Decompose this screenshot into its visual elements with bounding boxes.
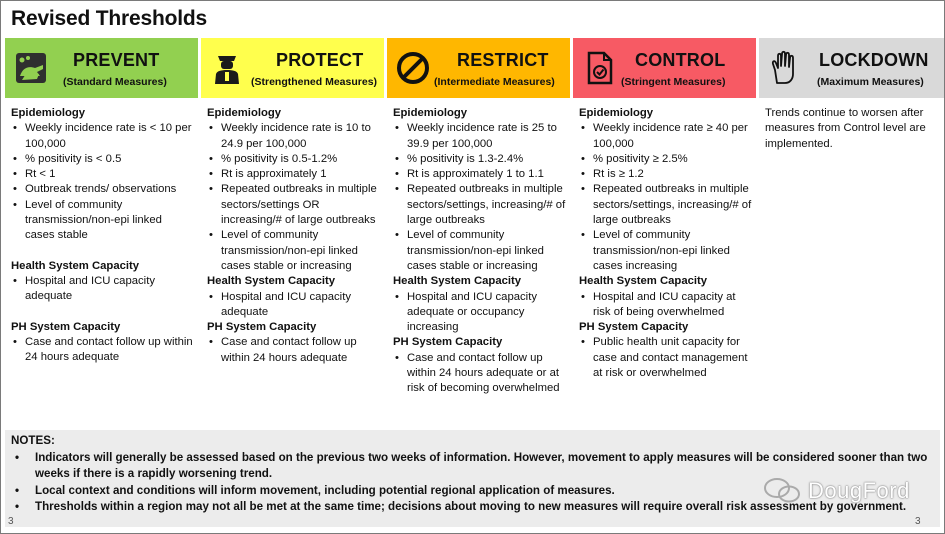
page-number-left: 3 [8,516,14,527]
ph-system-heading: PH System Capacity [207,321,317,334]
health-system-heading: Health System Capacity [11,259,140,272]
column-protect [201,38,384,428]
health-system-list [11,274,194,305]
watermark-text: DougFord [808,478,910,503]
level-name: PROTECT [276,50,364,70]
health-system-list [393,290,566,336]
list-item: • Repeated outbreaks in multiple sectors/settings OR increasing/# of large outbreaks [207,182,380,228]
guard-icon [209,50,245,86]
level-name: PREVENT [73,50,160,70]
hand-washing-icon [13,50,49,86]
list-item: • % positivity is < 0.5 [11,152,194,167]
epidemiology-heading: Epidemiology [11,107,86,119]
list-item: • Level of community transmission/non-epi linked cases stable [11,198,194,244]
list-item: • Case and contact follow up within 24 hours adequate or at risk of becoming overwhelmed [393,351,566,397]
level-name: LOCKDOWN [819,50,929,70]
column-prevent [5,38,198,428]
level-subtitle: (Stringent Measures) [621,76,726,88]
list-item: • Hospital and ICU capacity at risk of being overwhelmed [579,290,752,321]
list-item: • Level of community transmission/non-epi linked cases stable or increasing [207,228,380,274]
list-item: • Rt is ≥ 1.2 [579,167,752,182]
epidemiology-heading: Epidemiology [393,107,468,119]
chat-bubble-icon [762,476,802,504]
health-system-list [579,290,752,321]
note-item: • Thresholds within a region may not all be met at the same time; decisions about moving to new measures will require overall risk assessment by government. [11,499,934,516]
criteria-prevent [5,100,198,428]
list-item: • Rt < 1 [11,167,194,182]
ph-system-list [11,335,194,366]
list-item: • Weekly incidence rate is 10 to 24.9 per 100,000 [207,121,380,152]
list-item: • Case and contact follow up within 24 hours adequate [207,335,380,366]
level-subtitle: (Intermediate Measures) [434,76,555,88]
list-item: • Level of community transmission/non-epi linked cases increasing [579,228,752,274]
list-item: • Repeated outbreaks in multiple sectors/settings, increasing/# of large outbreaks [579,182,752,228]
health-system-heading: Health System Capacity [393,275,522,288]
clipboard-icon [581,50,617,86]
page-number-right: 3 [915,516,921,527]
ph-system-list [393,351,566,397]
level-subtitle: (Maximum Measures) [817,76,924,88]
header-lockdown [759,38,944,98]
notes-heading: NOTES: [11,434,55,447]
header-control [573,38,756,98]
criteria-restrict [387,100,570,428]
ph-system-heading: PH System Capacity [11,320,121,333]
list-item: • Weekly incidence rate is 25 to 39.9 per 100,000 [393,121,566,152]
header-restrict [387,38,570,98]
header-prevent [5,38,198,98]
level-subtitle: (Strengthened Measures) [251,76,378,88]
epidemiology-list [393,121,566,274]
list-item: • Hospital and ICU capacity adequate [11,274,194,305]
health-system-heading: Health System Capacity [579,275,708,288]
ph-system-list [579,335,752,381]
list-item: • Rt is approximately 1 [207,167,380,182]
epidemiology-list [579,121,752,274]
raised-hand-icon [767,50,803,86]
criteria-protect [201,100,384,428]
list-item: • % positivity is 0.5-1.2% [207,152,380,167]
criteria-lockdown [759,100,944,428]
column-restrict [387,38,570,428]
list-item: • Outbreak trends/ observations [11,182,194,197]
list-item: • Hospital and ICU capacity adequate or occupancy increasing [393,290,566,336]
list-item: • Level of community transmission/non-epi linked cases stable or increasing [393,228,566,274]
ph-system-heading: PH System Capacity [393,336,503,349]
level-name: CONTROL [635,50,726,70]
list-item: • Case and contact follow up within 24 hours adequate [11,335,194,366]
column-lockdown [759,38,944,428]
list-item: • % positivity is 1.3-2.4% [393,152,566,167]
health-system-list [207,290,380,321]
threshold-columns [5,38,944,428]
prohibited-icon [395,50,431,86]
level-name: RESTRICT [457,50,549,70]
list-item: • Weekly incidence rate ≥ 40 per 100,000 [579,121,752,152]
note-item: • Local context and conditions will inform movement, including potential regional application of measures. [11,483,934,500]
epidemiology-list [11,121,194,243]
list-item: • Repeated outbreaks in multiple sectors/settings, increasing/# of large outbreaks [393,182,566,228]
list-item: • Rt is approximately 1 to 1.1 [393,167,566,182]
lockdown-description: Trends continue to worsen after measures from Control level are implemented. [765,107,926,150]
slide-title: Revised Thresholds [11,7,207,30]
list-item: • Public health unit capacity for case and contact management at risk or overwhelmed [579,335,752,381]
header-protect [201,38,384,98]
ph-system-list [207,335,380,366]
note-item: • Indicators will generally be assessed based on the previous two weeks of information. However, movement to apply measures will be considered sooner than two weeks if there is a rapidly worsening trend. [11,450,934,483]
column-control [573,38,756,428]
epidemiology-heading: Epidemiology [579,107,654,119]
list-item: • Weekly incidence rate is < 10 per 100,000 [11,121,194,152]
ph-system-heading: PH System Capacity [579,321,689,334]
criteria-control [573,100,756,428]
list-item: • % positivity ≥ 2.5% [579,152,752,167]
epidemiology-heading: Epidemiology [207,107,282,119]
health-system-heading: Health System Capacity [207,275,336,288]
epidemiology-list [207,121,380,274]
list-item: • Hospital and ICU capacity adequate [207,290,380,321]
level-subtitle: (Standard Measures) [63,76,167,88]
